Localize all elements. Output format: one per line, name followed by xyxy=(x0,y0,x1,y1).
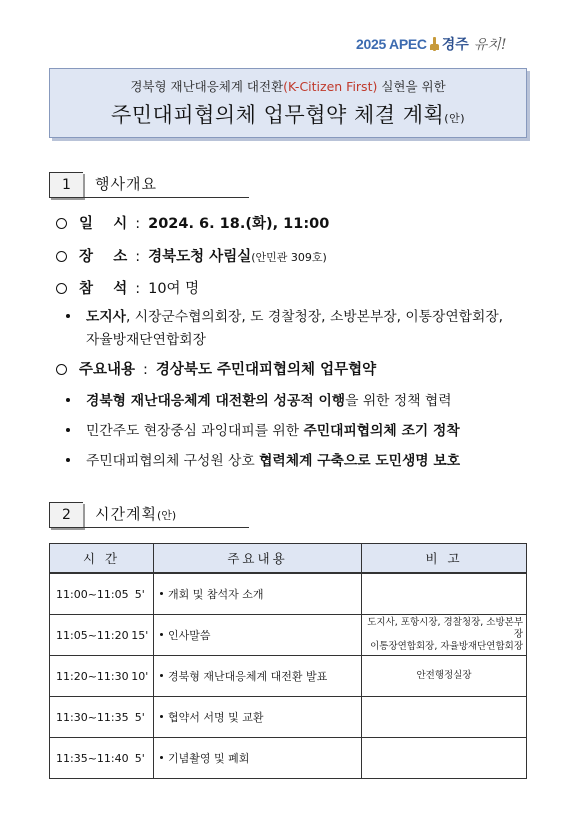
header-content: 주요내용 xyxy=(154,544,362,574)
attendees-line: 참 석 : 10여 명 xyxy=(56,277,199,298)
content-bullet-3: 주민대피협의체 구성원 상호 협력체계 구축으로 도민생명 보호 xyxy=(66,449,460,469)
content-value: 경상북도 주민대피협의체 업무협약 xyxy=(155,362,377,378)
table-row: 11:35~11:40 5' 기념촬영 및 폐회 xyxy=(50,738,527,779)
attendees-list-2: 자율방재단연합회장 xyxy=(86,332,206,348)
title-subtitle: 경북형 재난대응체계 대전환(K-Citizen First) 실현을 위한 xyxy=(130,79,446,94)
content-line: 주요내용 : 경상북도 주민대피협의체 업무협약 xyxy=(56,358,376,379)
section2-number: 2 xyxy=(49,502,83,528)
section1-number: 1 xyxy=(49,172,83,198)
header-note: 비 고 xyxy=(362,544,527,574)
bullet-dot-icon xyxy=(160,633,163,636)
logo-slogan-text: 유치! xyxy=(473,37,507,53)
bullet-dot-icon xyxy=(160,592,163,595)
section2-header xyxy=(49,502,249,528)
place-line: 장 소 : 경북도청 사림실(안민관 309호) xyxy=(56,245,327,266)
table-row: 11:00~11:05 5' 개회 및 참석자 소개 xyxy=(50,573,527,615)
place-note: (안민관 309호) xyxy=(251,251,327,264)
circle-bullet-icon xyxy=(56,251,67,262)
attendees-list: 도지사, 시장군수협의회장, 도 경찰청장, 소방본부장, 이통장연합회장, xyxy=(66,305,503,325)
table-row: 11:20~11:30 10' 경북형 재난대응체계 대전환 발표 안전행정실장 xyxy=(50,656,527,697)
title-suffix: (안) xyxy=(444,112,466,125)
bullet-dot-icon xyxy=(160,715,163,718)
bullet-dot-icon xyxy=(66,458,70,462)
tower-icon xyxy=(430,36,439,52)
circle-bullet-icon xyxy=(56,218,67,229)
header-time: 시 간 xyxy=(50,544,154,574)
schedule-table xyxy=(49,543,527,779)
bullet-dot-icon xyxy=(66,428,70,432)
section1-label: 행사개요 xyxy=(83,172,249,198)
logo-apec-text: 2025 APEC xyxy=(356,36,427,52)
content-bullet-1: 경북형 재난대응체계 대전환의 성공적 이행을 위한 정책 협력 xyxy=(66,389,452,409)
content-bullet-2: 민간주도 현장중심 과잉대피를 위한 주민대피협의체 조기 정착 xyxy=(66,419,460,439)
apec-logo xyxy=(356,30,531,58)
logo-city-text: 경주 xyxy=(441,37,469,53)
subtitle-highlight: (K-Citizen First) xyxy=(283,79,378,94)
table-row: 11:05~11:20 15' 인사말씀 도지사, 포항시장, 경찰청장, 소방본부장 이통장연합회장, 자율방재단연합회장 xyxy=(50,615,527,656)
schedule-header-row xyxy=(50,544,527,574)
attendees-value: 10여 명 xyxy=(148,281,200,297)
section2-label: 시간계획(안) xyxy=(83,502,249,528)
bullet-dot-icon xyxy=(66,314,70,318)
bullet-dot-icon xyxy=(66,398,70,402)
date-value: 2024. 6. 18.(화), 11:00 xyxy=(148,216,330,232)
circle-bullet-icon xyxy=(56,283,67,294)
date-line: 일 시 : 2024. 6. 18.(화), 11:00 xyxy=(56,212,329,233)
table-row: 11:30~11:35 5' 협약서 서명 및 교환 xyxy=(50,697,527,738)
bullet-dot-icon xyxy=(160,756,163,759)
title-box xyxy=(49,68,527,138)
page-title: 주민대피협의체 업무협약 체결 계획(안) xyxy=(110,103,466,127)
place-value: 경북도청 사림실 xyxy=(148,249,252,265)
section1-header xyxy=(49,172,249,198)
circle-bullet-icon xyxy=(56,364,67,375)
bullet-dot-icon xyxy=(160,674,163,677)
